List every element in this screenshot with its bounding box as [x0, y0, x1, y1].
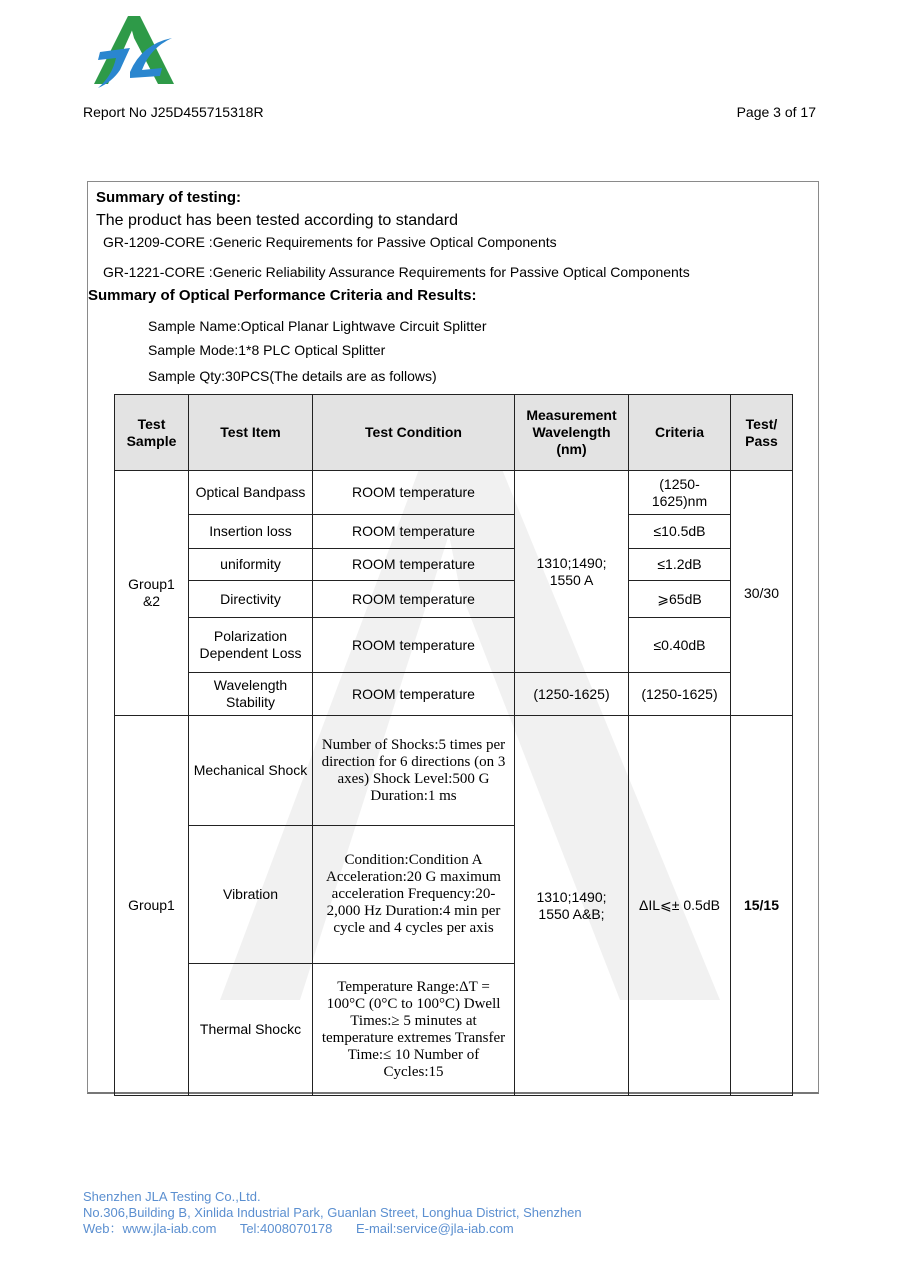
page-number: Page 3 of 17: [736, 104, 816, 120]
header-wavelength: Measurement Wavelength (nm): [515, 395, 629, 471]
test-item: Optical Bandpass: [189, 471, 313, 515]
header-test-condition: Test Condition: [313, 395, 515, 471]
header-test-item: Test Item: [189, 395, 313, 471]
test-item: Insertion loss: [189, 515, 313, 549]
test-item: Wavelength Stability: [189, 673, 313, 716]
footer-company: Shenzhen JLA Testing Co.,Ltd.: [83, 1189, 261, 1204]
test-condition: Condition:Condition A Acceleration:20 G maximum acceleration Frequency:20-2,000 Hz Duration:4 min per cycle and 4 cycles per axis: [313, 826, 515, 964]
footer-web-link[interactable]: Web：www.jla-iab.com: [83, 1221, 217, 1236]
table-row: [115, 618, 793, 673]
test-condition: ROOM temperature: [313, 471, 515, 515]
jla-logo-icon: [90, 12, 180, 92]
footer-contacts: [83, 1221, 582, 1237]
test-condition: Temperature Range:ΔT = 100°C (0°C to 100°C) Dwell Times:≥ 5 minutes at temperature extremes Transfer Time:≤ 10 Number of Cycles:15: [313, 964, 515, 1096]
group-label: Group1 &2: [115, 471, 189, 716]
criteria: (1250-1625)nm: [629, 471, 731, 515]
footer-email-link[interactable]: E-mail:service@jla-iab.com: [355, 1221, 514, 1236]
criteria: ΔIL⩽± 0.5dB: [629, 716, 731, 1096]
standard-item: GR-1209-CORE :Generic Requirements for Passive Optical Components: [103, 234, 557, 250]
test-item: Mechanical Shock: [189, 716, 313, 826]
pass-count: 15/15: [731, 716, 793, 1096]
header-criteria: Criteria: [629, 395, 731, 471]
criteria: ≤0.40dB: [629, 618, 731, 673]
test-condition: ROOM temperature: [313, 549, 515, 581]
header-pass: Test/ Pass: [731, 395, 793, 471]
optical-summary-title: Summary of Optical Performance Criteria and Results:: [88, 287, 477, 304]
test-item: Vibration: [189, 826, 313, 964]
standard-item: GR-1221-CORE :Generic Reliability Assurance Requirements for Passive Optical Components: [103, 264, 690, 280]
test-condition: ROOM temperature: [313, 673, 515, 716]
sample-mode: Sample Mode:1*8 PLC Optical Splitter: [148, 342, 386, 358]
table-row: [115, 673, 793, 716]
footer-tel: Tel:4008070178: [239, 1221, 333, 1236]
table-row: [115, 471, 793, 515]
test-item: uniformity: [189, 549, 313, 581]
footer: [83, 1189, 582, 1237]
table-row: [115, 515, 793, 549]
table-row: [115, 581, 793, 618]
table-header-row: [115, 395, 793, 471]
footer-address: No.306,Building B, Xinlida Industrial Park, Guanlan Street, Longhua District, Shenzhen: [83, 1205, 582, 1220]
report-number: Report No J25D455715318R: [83, 104, 264, 120]
criteria: (1250-1625): [629, 673, 731, 716]
test-condition: ROOM temperature: [313, 618, 515, 673]
measurement-wavelength: 1310;1490; 1550 A&B;: [515, 716, 629, 1096]
header-test-sample: Test Sample: [115, 395, 189, 471]
criteria: ≤1.2dB: [629, 549, 731, 581]
measurement-wavelength: (1250-1625): [515, 673, 629, 716]
table-row: [115, 716, 793, 826]
group-label: Group1: [115, 716, 189, 1096]
test-condition: Number of Shocks:5 times per direction for 6 directions (on 3 axes) Shock Level:500 G Duration:1 ms: [313, 716, 515, 826]
table-row: [115, 549, 793, 581]
test-item: Polarization Dependent Loss: [189, 618, 313, 673]
summary-title: Summary of testing:: [96, 189, 242, 206]
criteria: ≤10.5dB: [629, 515, 731, 549]
test-condition: ROOM temperature: [313, 581, 515, 618]
measurement-wavelength: 1310;1490; 1550 A: [515, 471, 629, 673]
pass-count: 30/30: [731, 471, 793, 716]
criteria: ⩾65dB: [629, 581, 731, 618]
test-item: Directivity: [189, 581, 313, 618]
summary-intro: The product has been tested according to standard: [96, 212, 459, 229]
test-item: Thermal Shockc: [189, 964, 313, 1096]
test-condition: ROOM temperature: [313, 515, 515, 549]
sample-qty: Sample Qty:30PCS(The details are as follows): [148, 368, 437, 384]
sample-name: Sample Name:Optical Planar Lightwave Circuit Splitter: [148, 318, 487, 334]
results-table: [114, 394, 793, 1096]
